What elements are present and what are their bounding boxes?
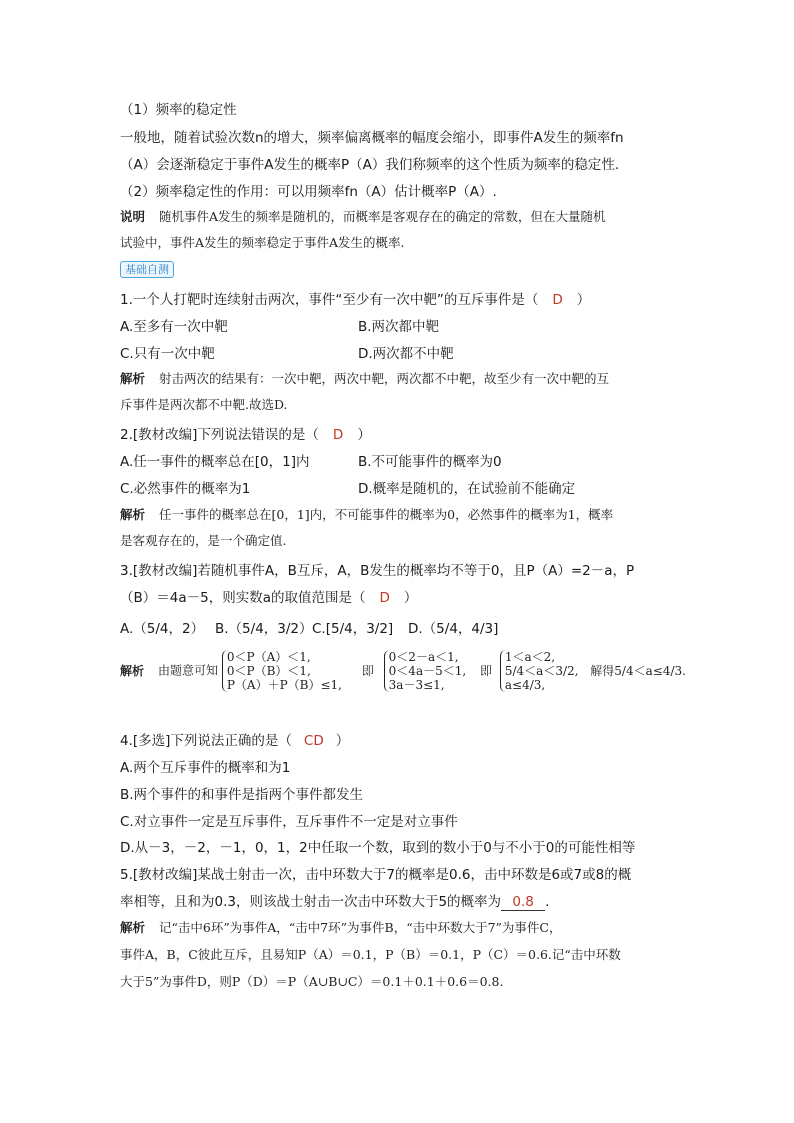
q2-option-b: B.不可能事件的概率为0: [358, 454, 502, 470]
q4-option-b: B.两个事件的和事件是指两个事件都发生: [120, 787, 364, 803]
q5-exp-label: 解析: [120, 920, 146, 935]
q3-sys2-row1: 0＜2－a＜1,: [388, 650, 459, 664]
q2-explanation-line2: 是客观存在的，是一个确定值.: [120, 533, 287, 548]
question-3-stem-line1: 3.[教材改编]若随机事件A，B互斥，A，B发生的概率均不等于0，且P（A）=2－a，P: [120, 563, 635, 579]
q5-answer-blank: 0.8: [501, 894, 545, 911]
q4-stem-text: 4.[多选]下列说法正确的是（: [120, 733, 292, 749]
q3-ji-1: 即: [361, 663, 374, 678]
q2-exp-label: 解析: [120, 507, 146, 522]
q5-stem-end: .: [545, 894, 550, 910]
intro-paragraph-line1: 一般地，随着试验次数n的增大，频率偏离概率的幅度会缩小，即事件A发生的频率fn: [120, 130, 624, 146]
note-text-1: 随机事件A发生的频率是随机的，而概率是客观存在的确定的常数，但在大量随机: [159, 209, 606, 224]
section-heading-stability: （1）频率的稳定性: [120, 102, 237, 118]
note-line1: [120, 207, 606, 225]
question-5-stem-line1: 5.[教材改编]某战士射击一次，击中环数大于7的概率是0.6，击中环数是6或7或8的概: [120, 867, 632, 883]
q1-option-c: C.只有一次中靶: [120, 346, 215, 362]
q2-stem-text: 2.[教材改编]下列说法错误的是（: [120, 427, 319, 443]
question-5-stem-line2: [120, 890, 549, 911]
q2-explanation-line1: [120, 505, 613, 523]
question-3-stem-line2: [120, 586, 417, 606]
q3-answer: D: [379, 590, 390, 606]
q1-exp-text-1: 射击两次的结果有：一次中靶，两次中靶，两次都不中靶，故至少有一次中靶的互: [159, 371, 610, 386]
q4-answer: CD: [303, 733, 324, 749]
q3-system-1: [222, 650, 342, 692]
q3-sys1-row3: P（A）＋P（B）≤1,: [226, 678, 342, 692]
q3-system-3: [500, 650, 579, 692]
q3-sys2-row3: 3a－3≤1,: [388, 678, 445, 692]
q3-option-a: A.（5/4，2）: [120, 621, 205, 637]
q1-stem-text: 1.一个人打靶时连续射击两次，事件“至少有一次中靶”的互斥事件是（: [120, 292, 539, 308]
q2-stem-end: ）: [357, 427, 371, 443]
q2-answer: D: [332, 427, 344, 443]
q1-explanation-line2: 斥事件是两次都不中靶.故选D.: [120, 397, 288, 412]
q4-option-c: C.对立事件一定是互斥事件，互斥事件不一定是对立事件: [120, 814, 458, 830]
q1-answer: D: [552, 292, 563, 308]
q5-explanation-line3: 大于5”为事件D，则P（D）＝P（A∪B∪C）＝0.1＋0.1＋0.6＝0.8.: [120, 974, 504, 989]
q3-conclusion: 解得5/4＜a≤4/3.: [590, 663, 686, 678]
q3-option-d: D.（5/4，4/3]: [408, 621, 499, 637]
q3-exp-intro: 由题意可知: [158, 663, 219, 678]
q4-stem-end: ）: [335, 733, 350, 749]
question-4-stem: [120, 729, 349, 749]
q3-option-c: C.[5/4，3/2]: [312, 621, 394, 637]
q5-explanation-line2: 事件A，B，C彼此互斥，且易知P（A）＝0.1，P（B）＝0.1，P（C）＝0.6.记“击中环数: [120, 947, 621, 962]
q5-explanation-line1: [120, 918, 562, 936]
section-heading-usage: （2）频率稳定性的作用：可以用频率fn（A）估计概率P（A）.: [120, 184, 497, 200]
q3-sys3-row2: 5/4＜a＜3/2,: [504, 664, 579, 678]
q1-explanation-line1: [120, 369, 609, 387]
q5-stem-text: 率相等，且和为0.3，则该战士射击一次击中环数大于5的概率为: [120, 894, 502, 910]
note-label: 说明: [120, 209, 146, 224]
q1-stem-end: ）: [576, 292, 591, 308]
note-line2: 试验中，事件A发生的频率稳定于事件A发生的概率.: [120, 235, 405, 250]
q3-system-2: [384, 650, 467, 692]
q4-option-a: A.两个互斥事件的概率和为1: [120, 760, 291, 776]
q3-option-b: B.（5/4，3/2）: [215, 621, 313, 637]
question-1-stem: [120, 288, 590, 308]
q1-exp-label: 解析: [120, 371, 146, 386]
q2-option-d: D.概率是随机的，在试验前不能确定: [358, 481, 576, 497]
q1-option-a: A.至多有一次中靶: [120, 319, 228, 335]
q3-sys3-row3: a≤4/3,: [504, 678, 546, 692]
q3-stem-end: ）: [403, 590, 418, 606]
q3-sys2-row2: 0＜4a－5＜1,: [388, 664, 467, 678]
intro-paragraph-line2: （A）会逐渐稳定于事件A发生的概率P（A）我们称频率的这个性质为频率的稳定性.: [120, 157, 620, 173]
q2-option-c: C.必然事件的概率为1: [120, 481, 251, 497]
q4-option-d: D.从－3，－2，－1，0，1，2中任取一个数，取到的数小于0与不小于0的可能性相等: [120, 840, 636, 856]
q1-option-b: B.两次都中靶: [358, 319, 440, 335]
q1-option-d: D.两次都不中靶: [358, 346, 454, 362]
q3-stem-text: （B）＝4a－5，则实数a的取值范围是（: [120, 590, 366, 606]
q3-exp-label: 解析: [120, 663, 145, 678]
basic-self-test-badge: [120, 261, 174, 278]
q5-exp-text-1: 记“击中6环”为事件A，“击中7环”为事件B，“击中环数大于7”为事件C，: [159, 920, 562, 935]
q3-sys1-row1: 0＜P（A）＜1,: [226, 650, 311, 664]
q3-sys1-row2: 0＜P（B）＜1,: [226, 664, 311, 678]
q3-sys3-row1: 1＜a＜2,: [504, 650, 556, 664]
q2-exp-text-1: 任一事件的概率总在[0，1]内，不可能事件的概率为0，必然事件的概率为1，概率: [159, 507, 614, 522]
q3-ji-2: 即: [480, 663, 493, 678]
q3-explanation: [120, 650, 686, 692]
question-2-stem: [120, 423, 371, 443]
badge-label: 基础自测: [120, 261, 174, 278]
q2-option-a: A.任一事件的概率总在[0，1]内: [120, 454, 310, 470]
